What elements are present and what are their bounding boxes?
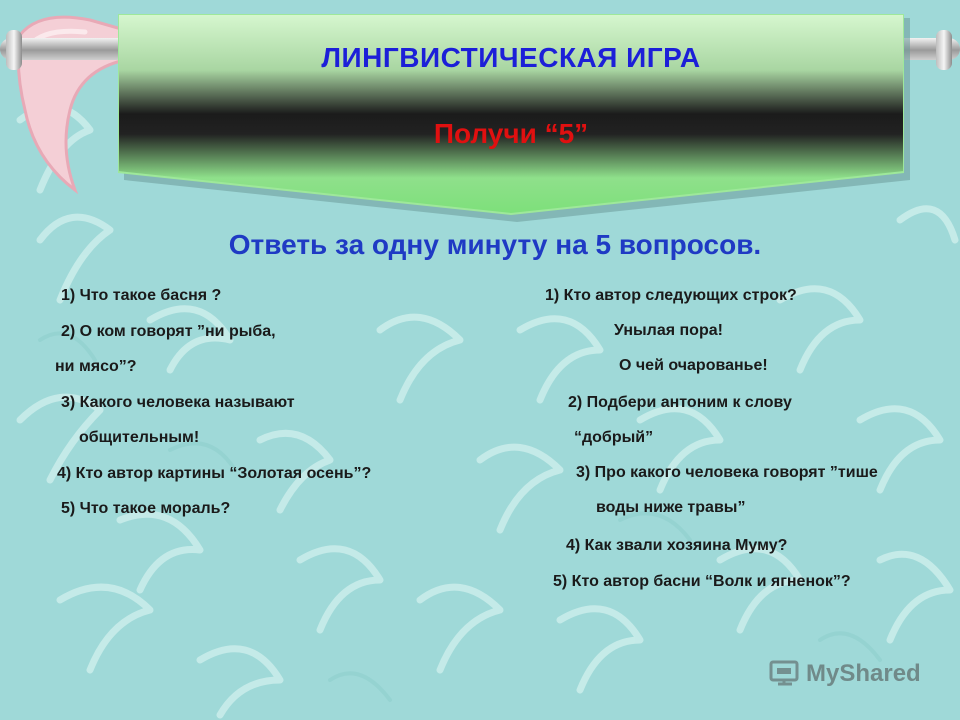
left-question-line: 2) О ком говорят ”ни рыба,: [61, 323, 276, 340]
right-question-line: Унылая пора!: [614, 322, 723, 339]
scroll-rod-left-cap: [6, 30, 22, 70]
right-question-line: О чей очарованье!: [619, 357, 768, 374]
right-question-line: 5) Кто автор басни “Волк и ягненок”?: [553, 573, 851, 590]
watermark-text: MyShared: [806, 660, 921, 687]
right-question-line: “добрый”: [574, 429, 654, 446]
right-question-line: 4) Как звали хозяина Муму?: [566, 537, 788, 554]
left-question-line: 4) Кто автор картины “Золотая осень”?: [57, 465, 372, 482]
left-question-line: 5) Что такое мораль?: [61, 500, 231, 517]
left-question-line: 3) Какого человека называют: [61, 394, 295, 411]
left-question-line: 1) Что такое басня ?: [61, 287, 222, 304]
right-question-line: воды ниже травы”: [596, 499, 746, 516]
scroll-rod-right-cap: [936, 30, 952, 70]
left-question-line: ни мясо”?: [55, 358, 137, 375]
right-question-line: 3) Про какого человека говорят ”тише: [576, 464, 878, 481]
page-subtitle: Получи “5”: [433, 118, 589, 149]
right-question-line: 2) Подбери антоним к слову: [568, 394, 792, 411]
instruction-text: Ответь за одну минуту на 5 вопросов.: [228, 229, 762, 260]
left-question-line: общительным!: [79, 429, 200, 446]
page-title: ЛИНГВИСТИЧЕСКАЯ ИГРА: [321, 42, 701, 73]
myshared-logo-icon: [768, 658, 804, 690]
right-question-line: 1) Кто автор следующих строк?: [545, 287, 797, 304]
